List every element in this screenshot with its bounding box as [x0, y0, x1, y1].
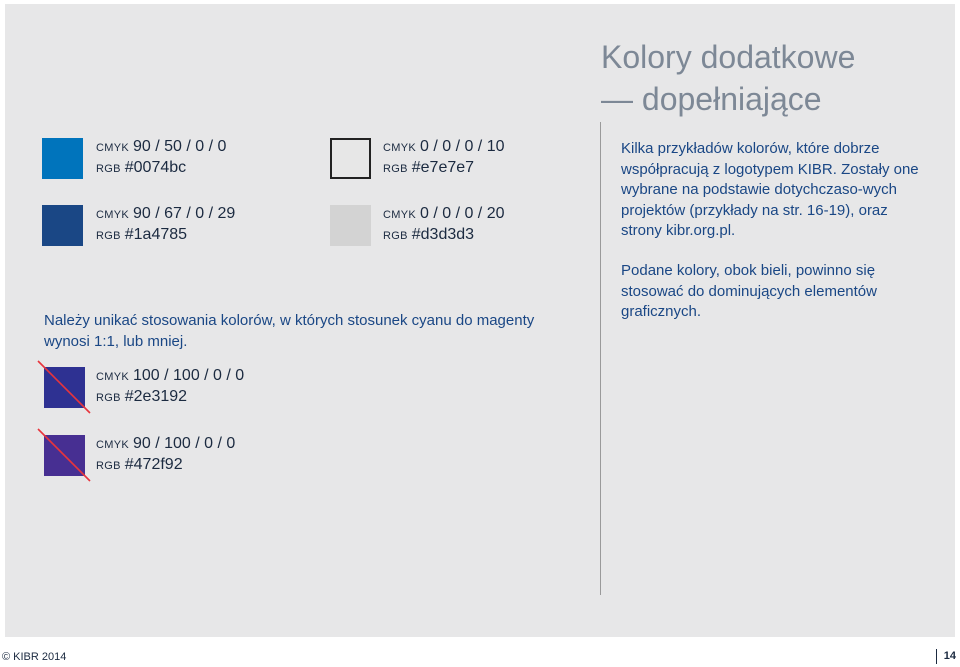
- swatch-d3d3d3: [330, 205, 371, 246]
- page-number: 14: [943, 650, 956, 662]
- footer-divider: [936, 649, 937, 664]
- cmyk-value: 90 / 67 / 0 / 29: [132, 205, 236, 222]
- cmyk-value: 90 / 50 / 0 / 0: [132, 138, 227, 155]
- strike-line-icon: [36, 427, 92, 483]
- rgb-key: RGB: [96, 460, 121, 472]
- page-footer: [0, 649, 960, 667]
- rgb-key: RGB: [96, 163, 121, 175]
- swatch-label-d3d3d3: [383, 204, 504, 246]
- rgb-value: #1a4785: [124, 226, 188, 243]
- copyright-text: © KIBR 2014: [2, 651, 67, 663]
- rgb-key: RGB: [96, 230, 121, 242]
- column-divider: [600, 122, 601, 595]
- cmyk-key: CMYK: [96, 371, 129, 383]
- strike-line-icon: [36, 359, 92, 415]
- avoid-label-2e3192: [96, 366, 244, 408]
- swatch-0074bc: [42, 138, 83, 179]
- cmyk-key: CMYK: [96, 439, 129, 451]
- cmyk-key: CMYK: [96, 209, 129, 221]
- rgb-key: RGB: [383, 230, 408, 242]
- cmyk-value: 0 / 0 / 0 / 10: [419, 138, 505, 155]
- rgb-key: RGB: [96, 392, 121, 404]
- cmyk-key: CMYK: [96, 142, 129, 154]
- title-line-1: Kolory dodatkowe: [601, 39, 856, 75]
- rgb-value: #d3d3d3: [411, 226, 475, 243]
- usage-paragraph: Podane kolory, obok bieli, powinno się stosować do dominujących elementów graficznych.: [621, 262, 877, 320]
- cmyk-value: 0 / 0 / 0 / 20: [419, 205, 505, 222]
- swatch-e7e7e7: [330, 138, 371, 179]
- cmyk-value: 100 / 100 / 0 / 0: [132, 367, 245, 384]
- avoid-label-472f92: [96, 434, 235, 476]
- swatch-1a4785: [42, 205, 83, 246]
- swatch-label-e7e7e7: [383, 137, 504, 179]
- rgb-value: #2e3192: [124, 388, 188, 405]
- swatch-label-1a4785: [96, 204, 235, 246]
- page-title: [601, 36, 855, 120]
- rgb-key: RGB: [383, 163, 408, 175]
- rgb-value: #0074bc: [124, 159, 187, 176]
- intro-paragraph: Kilka przykładów kolorów, które dobrze współpracują z logotypem KIBR. Zostały one wybrane na podstawie dotychczaso-wych projektów (przykłady na str. 16-19), oraz strony kibr.org.pl.: [621, 140, 919, 239]
- cmyk-key: CMYK: [383, 209, 416, 221]
- cmyk-key: CMYK: [383, 142, 416, 154]
- swatch-label-0074bc: [96, 137, 226, 179]
- rgb-value: #472f92: [124, 456, 183, 473]
- title-line-2: — dopełniające: [601, 81, 822, 117]
- cmyk-value: 90 / 100 / 0 / 0: [132, 435, 236, 452]
- rgb-value: #e7e7e7: [411, 159, 475, 176]
- warning-text: Należy unikać stosowania kolorów, w których stosunek cyanu do magenty wynosi 1:1, lub mniej.: [44, 312, 535, 350]
